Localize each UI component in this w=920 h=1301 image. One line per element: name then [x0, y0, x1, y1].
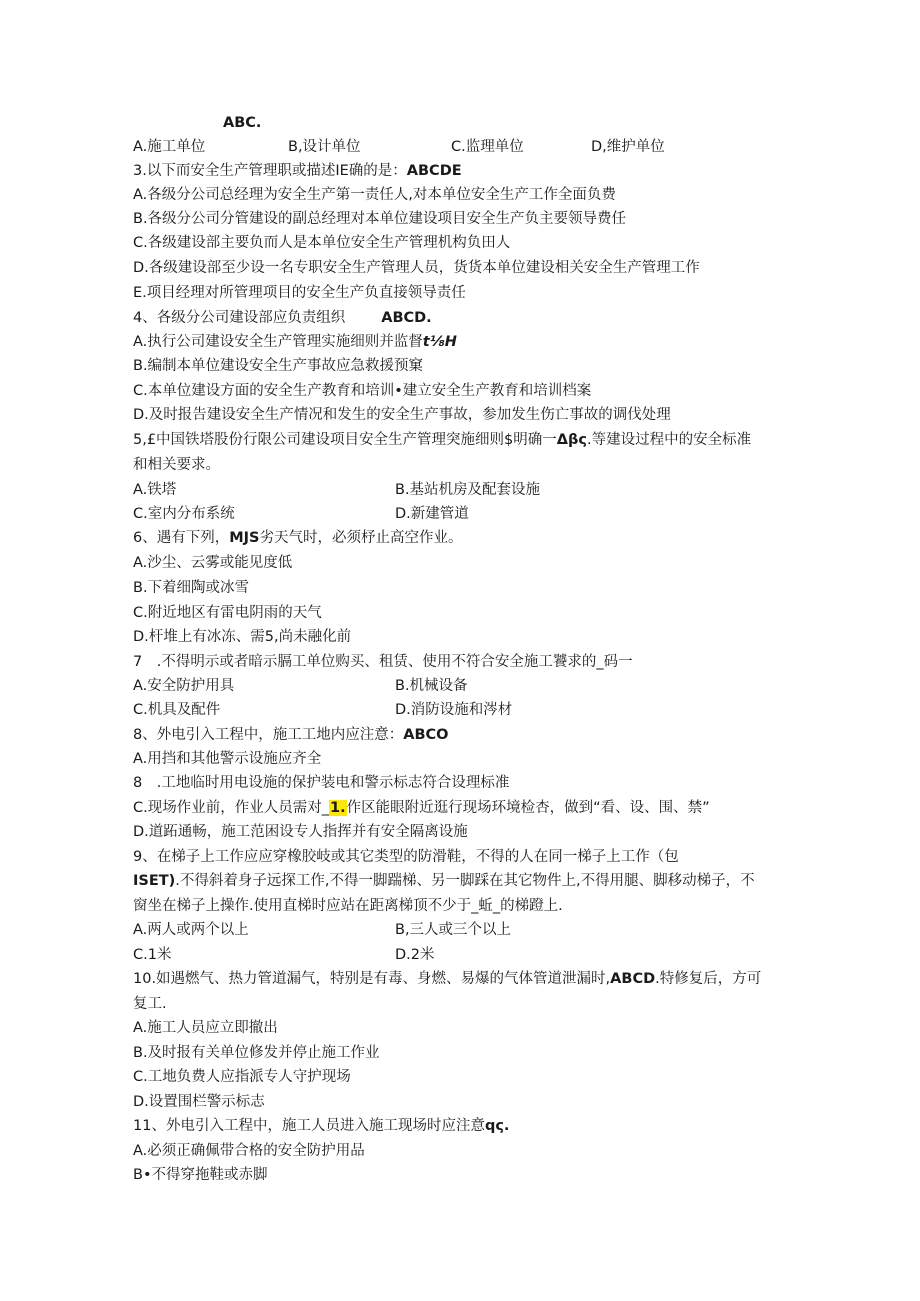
question-7: 7 .不得明示或者暗示膈工单位购买、租赁、使用不符合安全施工饕求的_码一 [133, 654, 633, 670]
question-3: 3.以下而安全生产管理职或描述IE确的是：ABCDE [133, 163, 462, 179]
option-line: B.及时报有关单位修发并停止施工作业 [133, 1045, 380, 1061]
option-line: C.各级建设部主要负而人是本单位安全生产管理机构负田人 [133, 235, 511, 251]
option-line: A.用挡和其他警示设施应齐全 [133, 751, 322, 767]
option-line: B.各级分公司分管建设的副总经理对本单位建设项目安全生产负主要领导费任 [133, 211, 627, 227]
option-line: A.施工人员应立即撤出 [133, 1020, 278, 1036]
option-a: A.铁塔 [133, 482, 177, 498]
option-a: A.两人或两个以上 [133, 922, 249, 938]
options-row [133, 920, 880, 940]
option-line: D.道跖通畅，施工范困设专人指挥并有安全隔离设施 [133, 824, 468, 840]
question-11: 11、外电引入工程中，施工人员进入施工现场时应注意qς. [133, 1118, 510, 1134]
option-line: A.各级分公司总经理为安全生产第一责任人,对本单位安全生产工作全面负费 [133, 187, 616, 203]
highlighted-mark: 1. [329, 800, 346, 816]
question-5-cont: 和相关要求。 [133, 457, 220, 473]
option-c: C.监理单位 [451, 139, 524, 155]
option-c: C.机具及配件 [133, 702, 221, 718]
option-b: B.机械设备 [395, 678, 468, 694]
options-row [133, 700, 880, 720]
option-a: A.安全防护用具 [133, 678, 235, 694]
option-b: B,设计单位 [288, 139, 361, 155]
option-line: B.编制本单位建设安全生产事故应急救援预窠 [133, 358, 424, 374]
question-4: 4、各级分公司建设部应负责组织 ABCD. [133, 310, 432, 326]
option-line: B•不得穿拖鞋或赤脚 [133, 1167, 268, 1183]
option-d: D.2米 [395, 947, 435, 963]
option-line: C.现场作业前，作业人员需对_1.作区能眼附近逛行现场环境检杏，做到“看、设、围、禁” [133, 800, 710, 816]
option-line: D.及时报告建设安全生产情况和发生的安全生产事故，参加发生伤亡事故的调伐处理 [133, 407, 671, 423]
option-line: D.杆堆上有冰冻、需5,尚未融化前 [133, 629, 352, 645]
question-6: 6、遇有下列，MJS劣天气时，必须杼止高空作业。 [133, 530, 463, 546]
answer-line: ABC. [223, 115, 262, 131]
options-row [133, 504, 880, 524]
option-line: C.本单位建设方面的安全生产教育和培训•建立安全生产教育和培训档案 [133, 383, 592, 399]
option-d: D.新建管道 [395, 506, 469, 522]
option-line: C.工地负费人应指派专人守护现场 [133, 1069, 351, 1085]
option-c: C.室内分布系统 [133, 506, 235, 522]
option-line: C.附近地区有雷电阴雨的天气 [133, 605, 322, 621]
question-8: 8、外电引入工程中，施工工地内应注意：ABCO [133, 727, 449, 743]
option-d: D,维护单位 [591, 139, 665, 155]
option-b: B,三人或三个以上 [395, 922, 512, 938]
option-b: B.基站机房及配套设施 [395, 482, 541, 498]
option-c: C.1米 [133, 947, 172, 963]
options-row [133, 945, 880, 965]
question-5: 5,£中国铁塔股份行限公司建设项目安全生产管理突施细则$明确一Δβς.等建设过程中的安全标准 [133, 432, 752, 448]
question-10: 10.如遇燃气、热力管道漏气，特别是有毒、身燃、易爆的气体管道泄漏时,ABCD.特修复后，方可 [133, 971, 762, 987]
option-line: B.下着细陶或冰雪 [133, 580, 250, 596]
options-row [133, 676, 880, 696]
question-9: 9、在梯子上工作应应穿橡胶岐或其它类型的防滑鞋，不得的人在同一梯子上工作（包 [133, 849, 679, 865]
question-10-cont: 复工. [133, 996, 167, 1012]
option-a: A.施工单位 [133, 139, 206, 155]
option-line: A.执行公司建设安全生产管理实施细则并监督t⅛H [133, 334, 457, 350]
option-line: A.沙尘、云雾或能见度低 [133, 555, 293, 571]
option-line: 8 .工地临时用电设施的保护装电和警示标志符合设理标准 [133, 775, 510, 791]
options-row [133, 480, 880, 500]
option-d: D.消防设施和涔材 [395, 702, 513, 718]
option-line: D.各级建设部至少设一名专职安全生产管理人员，货货本单位建设相关安全生产管理工作 [133, 260, 700, 276]
question-9-cont: 窗坐在梯子上操作.使用直梯时应站在距离梯顶不少于_蚯_的梯蹬上. [133, 898, 563, 914]
option-line: A.必须正确佩带合格的安全防护用品 [133, 1143, 365, 1159]
question-9-cont: ISET).不得斜着身子远探工作,不得一脚踹梯、另一脚踩在其它物件上,不得用腿、脚移动梯子，不 [133, 873, 755, 889]
option-line: D.设置围栏警示标志 [133, 1094, 265, 1110]
option-line: E.项目经理对所管理项目的安全生产负直接领导责任 [133, 285, 466, 301]
